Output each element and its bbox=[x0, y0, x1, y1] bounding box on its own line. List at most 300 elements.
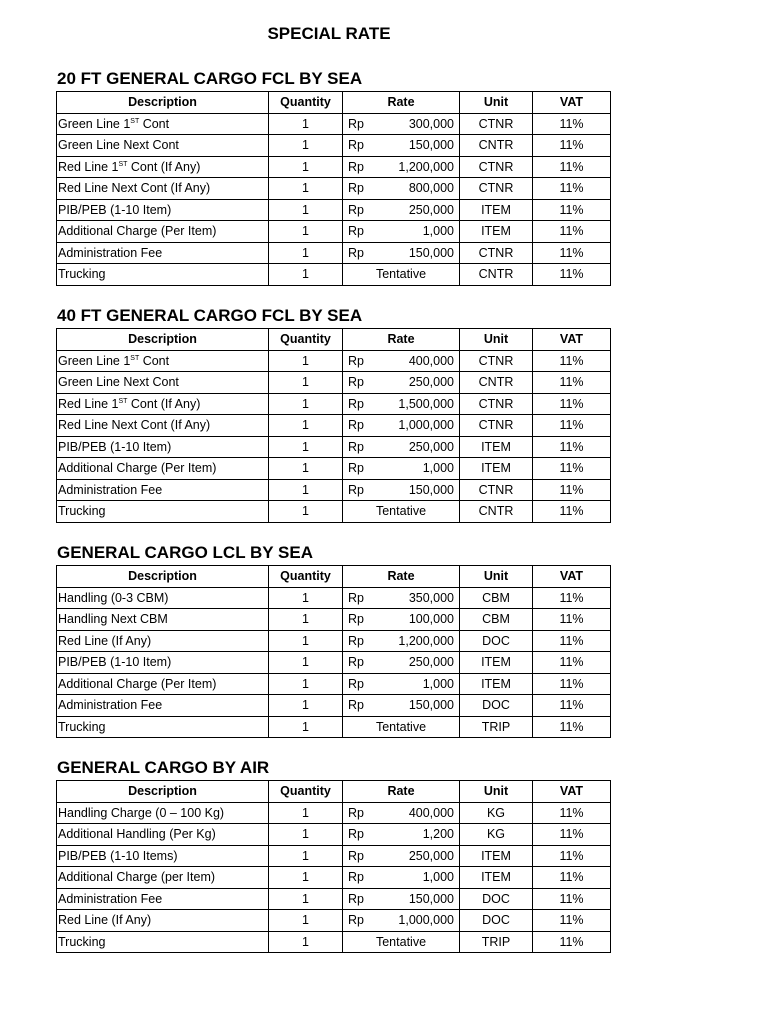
cell-quantity: 1 bbox=[269, 802, 343, 824]
cell-description bbox=[57, 652, 269, 674]
header-quantity: Quantity bbox=[269, 329, 343, 351]
cell-vat: 11% bbox=[533, 178, 611, 200]
cell-unit: ITEM bbox=[460, 652, 533, 674]
section-title: 20 FT GENERAL CARGO FCL BY SEA bbox=[57, 69, 363, 88]
cell-vat: 11% bbox=[533, 609, 611, 631]
rate-value bbox=[348, 631, 454, 651]
rate-currency: Rp bbox=[348, 913, 364, 928]
rate-amount: 350,000 bbox=[408, 590, 454, 605]
cell-description bbox=[57, 113, 269, 135]
table-row bbox=[57, 372, 611, 394]
cell-unit: CNTR bbox=[460, 372, 533, 394]
cell-quantity: 1 bbox=[269, 587, 343, 609]
ordinal-superscript: ST bbox=[130, 354, 140, 362]
rate-value bbox=[348, 846, 454, 866]
cell-rate bbox=[343, 393, 460, 415]
cell-unit: CNTR bbox=[460, 264, 533, 286]
rate-amount: 1,200,000 bbox=[398, 633, 454, 648]
header-vat: VAT bbox=[533, 566, 611, 588]
description-text: Red Line (If Any) bbox=[58, 633, 152, 648]
description-text: PIB/PEB (1-10 Item) bbox=[58, 202, 172, 217]
table-row bbox=[57, 716, 611, 738]
description-text: PIB/PEB (1-10 Items) bbox=[58, 848, 178, 863]
table-row bbox=[57, 436, 611, 458]
cell-vat: 11% bbox=[533, 242, 611, 264]
cell-unit: TRIP bbox=[460, 931, 533, 953]
rate-value bbox=[348, 867, 454, 887]
cell-description bbox=[57, 501, 269, 523]
rate-amount: 800,000 bbox=[408, 181, 454, 196]
cell-vat: 11% bbox=[533, 673, 611, 695]
cell-description bbox=[57, 156, 269, 178]
rate-amount: 400,000 bbox=[408, 353, 454, 368]
cell-quantity: 1 bbox=[269, 652, 343, 674]
table-header-row bbox=[57, 566, 611, 588]
cell-unit: KG bbox=[460, 802, 533, 824]
rate-amount: 1,000 bbox=[422, 870, 454, 885]
rate-amount: 1,000,000 bbox=[398, 913, 454, 928]
cell-unit: ITEM bbox=[460, 436, 533, 458]
cell-description bbox=[57, 350, 269, 372]
table-row bbox=[57, 458, 611, 480]
ordinal-superscript: ST bbox=[118, 160, 128, 168]
rate-amount: 300,000 bbox=[408, 116, 454, 131]
rate-table bbox=[56, 780, 611, 953]
description-suffix: Cont (If Any) bbox=[127, 396, 201, 411]
cell-vat: 11% bbox=[533, 393, 611, 415]
rate-value bbox=[348, 910, 454, 930]
table-row bbox=[57, 264, 611, 286]
rate-value bbox=[348, 351, 454, 371]
cell-quantity: 1 bbox=[269, 867, 343, 889]
rate-amount: 150,000 bbox=[408, 891, 454, 906]
description-text: Additional Charge (Per Item) bbox=[58, 461, 217, 476]
cell-quantity: 1 bbox=[269, 609, 343, 631]
rate-currency: Rp bbox=[348, 848, 364, 863]
cell-unit: TRIP bbox=[460, 716, 533, 738]
description-text: PIB/PEB (1-10 Item) bbox=[58, 439, 172, 454]
ordinal-superscript: ST bbox=[130, 117, 140, 125]
table-row bbox=[57, 824, 611, 846]
cell-vat: 11% bbox=[533, 587, 611, 609]
cell-vat: 11% bbox=[533, 910, 611, 932]
cell-unit: CTNR bbox=[460, 415, 533, 437]
description-text: PIB/PEB (1-10 Item) bbox=[58, 655, 172, 670]
table-row bbox=[57, 673, 611, 695]
cell-description bbox=[57, 479, 269, 501]
description-text: Administration Fee bbox=[58, 698, 163, 713]
rate-value bbox=[348, 609, 454, 629]
rate-value bbox=[348, 437, 454, 457]
cell-rate bbox=[343, 415, 460, 437]
table-row bbox=[57, 630, 611, 652]
description-text: Additional Charge (Per Item) bbox=[58, 676, 217, 691]
rate-currency: Rp bbox=[348, 482, 364, 497]
rate-currency: Rp bbox=[348, 159, 364, 174]
header-unit: Unit bbox=[460, 329, 533, 351]
cell-description bbox=[57, 415, 269, 437]
cell-vat: 11% bbox=[533, 802, 611, 824]
rate-value bbox=[348, 178, 454, 198]
description-text: Trucking bbox=[58, 719, 106, 734]
header-vat: VAT bbox=[533, 92, 611, 114]
section-40ft-fcl-sea bbox=[56, 305, 610, 523]
cell-rate bbox=[343, 673, 460, 695]
cell-vat: 11% bbox=[533, 630, 611, 652]
cell-unit: CNTR bbox=[460, 135, 533, 157]
cell-quantity: 1 bbox=[269, 242, 343, 264]
cell-quantity: 1 bbox=[269, 888, 343, 910]
cell-vat: 11% bbox=[533, 845, 611, 867]
header-unit: Unit bbox=[460, 781, 533, 803]
cell-vat: 11% bbox=[533, 156, 611, 178]
cell-unit: ITEM bbox=[460, 199, 533, 221]
rate-table bbox=[56, 328, 611, 523]
cell-description bbox=[57, 178, 269, 200]
cell-unit: DOC bbox=[460, 695, 533, 717]
cell-description bbox=[57, 673, 269, 695]
cell-rate bbox=[343, 199, 460, 221]
cell-quantity: 1 bbox=[269, 156, 343, 178]
cell-unit: CBM bbox=[460, 609, 533, 631]
rate-currency: Rp bbox=[348, 224, 364, 239]
cell-rate bbox=[343, 652, 460, 674]
cell-unit: ITEM bbox=[460, 221, 533, 243]
rate-value bbox=[348, 157, 454, 177]
rate-currency: Rp bbox=[348, 870, 364, 885]
cell-unit: DOC bbox=[460, 630, 533, 652]
description-text: Handling Charge (0 – 100 Kg) bbox=[58, 805, 225, 820]
cell-rate bbox=[343, 372, 460, 394]
cell-vat: 11% bbox=[533, 931, 611, 953]
cell-rate bbox=[343, 156, 460, 178]
rate-currency: Rp bbox=[348, 633, 364, 648]
cell-rate bbox=[343, 178, 460, 200]
cell-rate bbox=[343, 221, 460, 243]
header-quantity: Quantity bbox=[269, 566, 343, 588]
cell-description bbox=[57, 824, 269, 846]
cell-quantity: 1 bbox=[269, 716, 343, 738]
rate-value bbox=[348, 243, 454, 263]
rate-currency: Rp bbox=[348, 181, 364, 196]
header-rate: Rate bbox=[343, 781, 460, 803]
section-title: GENERAL CARGO BY AIR bbox=[57, 758, 270, 777]
rate-amount: 400,000 bbox=[408, 805, 454, 820]
cell-unit: ITEM bbox=[460, 458, 533, 480]
rate-currency: Rp bbox=[348, 655, 364, 670]
description-text: Green Line Next Cont bbox=[58, 138, 179, 153]
rate-amount: 250,000 bbox=[408, 202, 454, 217]
rate-value bbox=[348, 652, 454, 672]
cell-unit: CTNR bbox=[460, 479, 533, 501]
cell-unit: DOC bbox=[460, 888, 533, 910]
cell-quantity: 1 bbox=[269, 824, 343, 846]
rate-currency: Rp bbox=[348, 439, 364, 454]
rate-currency: Rp bbox=[348, 202, 364, 217]
rate-amount: 1,500,000 bbox=[398, 396, 454, 411]
cell-description bbox=[57, 393, 269, 415]
cell-vat: 11% bbox=[533, 695, 611, 717]
cell-unit: ITEM bbox=[460, 673, 533, 695]
rate-value bbox=[348, 588, 454, 608]
cell-quantity: 1 bbox=[269, 845, 343, 867]
rate-amount: 1,000,000 bbox=[398, 418, 454, 433]
rate-currency: Rp bbox=[348, 353, 364, 368]
rate-value bbox=[348, 415, 454, 435]
cell-rate bbox=[343, 587, 460, 609]
header-quantity: Quantity bbox=[269, 92, 343, 114]
header-description: Description bbox=[57, 92, 269, 114]
cell-vat: 11% bbox=[533, 436, 611, 458]
header-vat: VAT bbox=[533, 781, 611, 803]
table-row bbox=[57, 221, 611, 243]
cell-vat: 11% bbox=[533, 458, 611, 480]
cell-vat: 11% bbox=[533, 867, 611, 889]
table-row bbox=[57, 501, 611, 523]
header-unit: Unit bbox=[460, 566, 533, 588]
header-vat: VAT bbox=[533, 329, 611, 351]
rate-currency: Rp bbox=[348, 891, 364, 906]
section-20ft-fcl-sea bbox=[56, 68, 610, 286]
table-row bbox=[57, 178, 611, 200]
cell-unit: ITEM bbox=[460, 867, 533, 889]
rate-value bbox=[348, 372, 454, 392]
cell-quantity: 1 bbox=[269, 135, 343, 157]
header-description: Description bbox=[57, 566, 269, 588]
rate-currency: Rp bbox=[348, 827, 364, 842]
cell-description bbox=[57, 199, 269, 221]
description-text: Additional Charge (Per Item) bbox=[58, 224, 217, 239]
table-row bbox=[57, 888, 611, 910]
rate-currency: Rp bbox=[348, 375, 364, 390]
cell-rate bbox=[343, 113, 460, 135]
cell-vat: 11% bbox=[533, 135, 611, 157]
description-text: Red Line (If Any) bbox=[58, 913, 152, 928]
header-unit: Unit bbox=[460, 92, 533, 114]
table-row bbox=[57, 113, 611, 135]
cell-unit: CTNR bbox=[460, 242, 533, 264]
section-title: GENERAL CARGO LCL BY SEA bbox=[57, 543, 313, 562]
ordinal-superscript: ST bbox=[118, 397, 128, 405]
cell-quantity: 1 bbox=[269, 910, 343, 932]
cell-unit: CTNR bbox=[460, 350, 533, 372]
cell-rate bbox=[343, 135, 460, 157]
description-text: Administration Fee bbox=[58, 891, 163, 906]
cell-description bbox=[57, 888, 269, 910]
rate-amount: 1,000 bbox=[422, 461, 454, 476]
rate-currency: Rp bbox=[348, 461, 364, 476]
cell-rate: Tentative bbox=[343, 931, 460, 953]
cell-quantity: 1 bbox=[269, 221, 343, 243]
cell-quantity: 1 bbox=[269, 695, 343, 717]
rate-currency: Rp bbox=[348, 612, 364, 627]
header-quantity: Quantity bbox=[269, 781, 343, 803]
description-text: Trucking bbox=[58, 267, 106, 282]
page-title: SPECIAL RATE bbox=[267, 24, 391, 43]
cell-rate: Tentative bbox=[343, 716, 460, 738]
cell-unit: CNTR bbox=[460, 501, 533, 523]
table-row bbox=[57, 910, 611, 932]
cell-description bbox=[57, 609, 269, 631]
rate-amount: 150,000 bbox=[408, 482, 454, 497]
section-title: 40 FT GENERAL CARGO FCL BY SEA bbox=[57, 306, 363, 325]
rate-currency: Rp bbox=[348, 418, 364, 433]
cell-description bbox=[57, 867, 269, 889]
description-text: Administration Fee bbox=[58, 245, 163, 260]
rate-amount: 1,000 bbox=[422, 224, 454, 239]
table-row bbox=[57, 609, 611, 631]
rate-value bbox=[348, 200, 454, 220]
header-rate: Rate bbox=[343, 329, 460, 351]
cell-unit: ITEM bbox=[460, 845, 533, 867]
cell-rate bbox=[343, 350, 460, 372]
rate-table bbox=[56, 565, 611, 738]
rate-currency: Rp bbox=[348, 396, 364, 411]
cell-description bbox=[57, 264, 269, 286]
description-text: Red Line Next Cont (If Any) bbox=[58, 181, 211, 196]
rate-value bbox=[348, 135, 454, 155]
rate-currency: Rp bbox=[348, 245, 364, 260]
cell-quantity: 1 bbox=[269, 199, 343, 221]
table-row bbox=[57, 931, 611, 953]
table-row bbox=[57, 242, 611, 264]
cell-description bbox=[57, 458, 269, 480]
cell-description bbox=[57, 372, 269, 394]
rate-currency: Rp bbox=[348, 590, 364, 605]
cell-vat: 11% bbox=[533, 824, 611, 846]
cell-vat: 11% bbox=[533, 501, 611, 523]
cell-rate bbox=[343, 888, 460, 910]
cell-description bbox=[57, 931, 269, 953]
table-header-row bbox=[57, 92, 611, 114]
cell-description bbox=[57, 845, 269, 867]
cell-description bbox=[57, 695, 269, 717]
cell-description bbox=[57, 242, 269, 264]
cell-quantity: 1 bbox=[269, 479, 343, 501]
rate-value bbox=[348, 674, 454, 694]
cell-description bbox=[57, 716, 269, 738]
cell-vat: 11% bbox=[533, 350, 611, 372]
cell-description bbox=[57, 221, 269, 243]
section-cargo-air bbox=[56, 757, 610, 953]
rate-currency: Rp bbox=[348, 138, 364, 153]
cell-quantity: 1 bbox=[269, 931, 343, 953]
header-rate: Rate bbox=[343, 92, 460, 114]
cell-description bbox=[57, 630, 269, 652]
cell-unit: CBM bbox=[460, 587, 533, 609]
cell-rate bbox=[343, 242, 460, 264]
table-row bbox=[57, 695, 611, 717]
rate-amount: 250,000 bbox=[408, 375, 454, 390]
description-text: Additional Charge (per Item) bbox=[58, 870, 216, 885]
cell-vat: 11% bbox=[533, 479, 611, 501]
cell-vat: 11% bbox=[533, 221, 611, 243]
table-row bbox=[57, 652, 611, 674]
cell-vat: 11% bbox=[533, 888, 611, 910]
description-text: Red Line 1 bbox=[58, 159, 119, 174]
cell-quantity: 1 bbox=[269, 630, 343, 652]
cell-unit: KG bbox=[460, 824, 533, 846]
rate-currency: Rp bbox=[348, 676, 364, 691]
cell-rate: Tentative bbox=[343, 264, 460, 286]
description-text: Administration Fee bbox=[58, 482, 163, 497]
rate-amount: 150,000 bbox=[408, 138, 454, 153]
cell-rate bbox=[343, 479, 460, 501]
rate-amount: 1,200 bbox=[422, 827, 454, 842]
rate-table bbox=[56, 91, 611, 286]
cell-unit: CTNR bbox=[460, 393, 533, 415]
cell-quantity: 1 bbox=[269, 350, 343, 372]
rate-value bbox=[348, 458, 454, 478]
cell-description bbox=[57, 436, 269, 458]
rate-currency: Rp bbox=[348, 116, 364, 131]
table-row bbox=[57, 802, 611, 824]
description-text: Handling (0-3 CBM) bbox=[58, 590, 169, 605]
table-row bbox=[57, 393, 611, 415]
cell-vat: 11% bbox=[533, 199, 611, 221]
cell-description bbox=[57, 910, 269, 932]
cell-vat: 11% bbox=[533, 415, 611, 437]
description-suffix: Cont bbox=[139, 116, 170, 131]
description-text: Green Line Next Cont bbox=[58, 375, 179, 390]
cell-quantity: 1 bbox=[269, 178, 343, 200]
description-text: Trucking bbox=[58, 934, 106, 949]
rate-value bbox=[348, 889, 454, 909]
cell-quantity: 1 bbox=[269, 458, 343, 480]
cell-quantity: 1 bbox=[269, 372, 343, 394]
rate-amount: 1,200,000 bbox=[398, 159, 454, 174]
rate-value bbox=[348, 221, 454, 241]
table-row bbox=[57, 867, 611, 889]
rate-amount: 150,000 bbox=[408, 698, 454, 713]
cell-vat: 11% bbox=[533, 372, 611, 394]
cell-description bbox=[57, 587, 269, 609]
table-row bbox=[57, 135, 611, 157]
cell-unit: CTNR bbox=[460, 178, 533, 200]
cell-quantity: 1 bbox=[269, 264, 343, 286]
rate-amount: 250,000 bbox=[408, 848, 454, 863]
rate-value bbox=[348, 803, 454, 823]
description-suffix: Cont (If Any) bbox=[127, 159, 201, 174]
header-description: Description bbox=[57, 329, 269, 351]
cell-quantity: 1 bbox=[269, 415, 343, 437]
cell-quantity: 1 bbox=[269, 673, 343, 695]
table-row bbox=[57, 415, 611, 437]
cell-rate bbox=[343, 824, 460, 846]
cell-rate bbox=[343, 436, 460, 458]
table-row bbox=[57, 156, 611, 178]
description-text: Red Line Next Cont (If Any) bbox=[58, 418, 211, 433]
description-text: Green Line 1 bbox=[58, 353, 131, 368]
cell-description bbox=[57, 802, 269, 824]
cell-rate bbox=[343, 867, 460, 889]
table-row bbox=[57, 199, 611, 221]
rate-amount: 100,000 bbox=[408, 612, 454, 627]
header-description: Description bbox=[57, 781, 269, 803]
cell-vat: 11% bbox=[533, 652, 611, 674]
cell-unit: DOC bbox=[460, 910, 533, 932]
cell-quantity: 1 bbox=[269, 393, 343, 415]
description-text: Additional Handling (Per Kg) bbox=[58, 827, 216, 842]
cell-vat: 11% bbox=[533, 264, 611, 286]
table-row bbox=[57, 587, 611, 609]
description-text: Red Line 1 bbox=[58, 396, 119, 411]
rate-amount: 150,000 bbox=[408, 245, 454, 260]
cell-quantity: 1 bbox=[269, 501, 343, 523]
cell-unit: CTNR bbox=[460, 113, 533, 135]
description-text: Handling Next CBM bbox=[58, 612, 168, 627]
rate-currency: Rp bbox=[348, 698, 364, 713]
